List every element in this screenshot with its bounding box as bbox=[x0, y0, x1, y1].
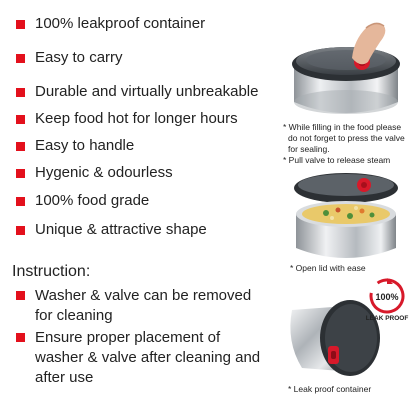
feature-text: Durable and virtually unbreakable bbox=[35, 83, 259, 100]
instruction-text: Ensure proper placement of washer & valve after cleaning and after use bbox=[35, 329, 261, 386]
bullet-icon bbox=[16, 54, 25, 63]
bullet-icon bbox=[16, 20, 25, 29]
feature-text: Hygenic & odourless bbox=[35, 164, 173, 181]
feature-item bbox=[16, 16, 205, 32]
feature-text: Easy to carry bbox=[35, 49, 123, 66]
bullet-icon bbox=[16, 197, 25, 206]
bullet-icon bbox=[16, 291, 25, 300]
feature-item bbox=[16, 193, 149, 209]
feature-text: 100% leakproof container bbox=[35, 15, 206, 32]
feature-text: Easy to handle bbox=[35, 137, 135, 154]
feature-text: Unique & attractive shape bbox=[35, 221, 207, 238]
container-valve-image bbox=[280, 20, 410, 120]
valve-note-line: * While filling in the food please bbox=[283, 122, 402, 132]
instruction-text: Washer & valve can be removed for cleaning bbox=[35, 287, 252, 324]
leak-proof-note: * Leak proof container bbox=[288, 384, 372, 394]
valve-note-line: for sealing. bbox=[288, 144, 330, 154]
badge-label: LEAK PROOF bbox=[365, 315, 409, 322]
leak-proof-badge bbox=[364, 276, 410, 322]
open-lid-image bbox=[286, 170, 406, 262]
bullet-icon bbox=[16, 226, 25, 235]
open-lid-note: * Open lid with ease bbox=[290, 263, 366, 273]
feature-item bbox=[16, 84, 258, 100]
instruction-title: Instruction: bbox=[12, 263, 91, 280]
bullet-icon bbox=[16, 88, 25, 97]
feature-text: 100% food grade bbox=[35, 192, 150, 209]
feature-item bbox=[16, 111, 238, 127]
valve-note-line: * Pull valve to release steam bbox=[283, 155, 391, 165]
badge-percent: 100% bbox=[375, 292, 399, 302]
bullet-icon bbox=[16, 333, 25, 342]
feature-item bbox=[16, 138, 134, 154]
valve-note bbox=[283, 122, 419, 166]
feature-item bbox=[16, 165, 173, 181]
bullet-icon bbox=[16, 142, 25, 151]
bullet-icon bbox=[16, 169, 25, 178]
feature-text: Keep food hot for longer hours bbox=[35, 110, 238, 127]
instruction-item bbox=[16, 328, 266, 388]
bullet-icon bbox=[16, 115, 25, 124]
feature-item bbox=[16, 222, 207, 238]
valve-note-line: do not forget to press the valve bbox=[288, 133, 405, 143]
feature-item bbox=[16, 50, 123, 66]
instruction-item bbox=[16, 286, 266, 326]
